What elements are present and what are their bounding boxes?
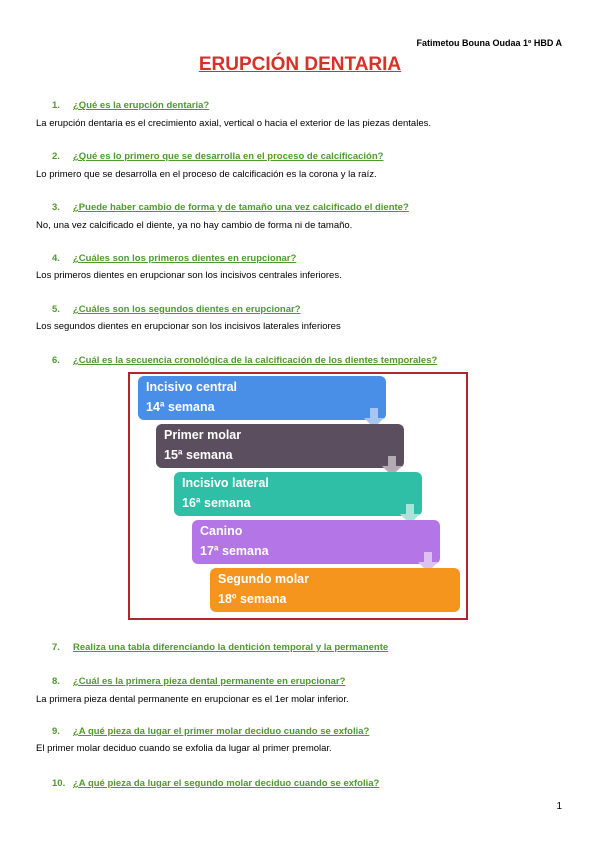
question-text: ¿Qué es la erupción dentaria?	[73, 100, 210, 111]
step-incisivo-central	[138, 376, 386, 420]
step-name: Segundo molar	[218, 572, 309, 586]
question-number: 6.	[52, 355, 60, 366]
question-10	[52, 778, 379, 789]
step-canino	[192, 520, 440, 564]
question-number: 2.	[52, 151, 60, 162]
question-number: 7.	[52, 642, 60, 653]
question-4	[52, 253, 296, 264]
question-number: 3.	[52, 202, 60, 213]
question-text: ¿Puede haber cambio de forma y de tamaño una vez calcificado el diente?	[73, 202, 409, 213]
author-name: Fatimetou Bouna Oudaa 1º HBD A	[416, 38, 562, 48]
question-number: 9.	[52, 726, 60, 737]
question-3	[52, 202, 409, 213]
question-number: 1.	[52, 100, 60, 111]
step-name: Incisivo central	[146, 380, 238, 394]
question-text: ¿A qué pieza da lugar el segundo molar deciduo cuando se exfolia?	[73, 778, 380, 789]
step-segundo-molar	[210, 568, 460, 612]
answer-4: Los primeros dientes en erupcionar son los incisivos centrales inferiores.	[36, 270, 342, 281]
step-primer-molar	[156, 424, 404, 468]
question-6	[52, 355, 437, 366]
question-text: ¿Cuál es la secuencia cronológica de la calcificación de los dientes temporales?	[73, 355, 438, 366]
answer-8: La primera pieza dental permanente en erupcionar es el 1er molar inferior.	[36, 694, 349, 705]
question-7	[52, 642, 388, 653]
calcification-sequence-diagram	[128, 372, 468, 620]
page-number: 1	[556, 801, 562, 812]
answer-1: La erupción dentaria es el crecimiento axial, vertical o hacia el exterior de las piezas dentales.	[36, 118, 431, 129]
question-number: 10.	[52, 778, 66, 789]
step-week: 17ª semana	[200, 544, 269, 558]
answer-2: Lo primero que se desarrolla en el proceso de calcificación es la corona y la raíz.	[36, 169, 377, 180]
question-text: ¿Cuáles son los primeros dientes en erupcionar?	[73, 253, 297, 264]
question-8	[52, 676, 345, 687]
question-5	[52, 304, 301, 315]
step-week: 14ª semana	[146, 400, 215, 414]
step-week: 15ª semana	[164, 448, 233, 462]
question-9	[52, 726, 369, 737]
question-1	[52, 100, 209, 111]
question-text: ¿Cuáles son los segundos dientes en erupcionar?	[73, 304, 301, 315]
step-name: Primer molar	[164, 428, 242, 442]
step-week: 18º semana	[218, 592, 287, 606]
question-text: ¿A qué pieza da lugar el primer molar deciduo cuando se exfolia?	[73, 726, 370, 737]
answer-5: Los segundos dientes en erupcionar son los incisivos laterales inferiores	[36, 321, 341, 332]
step-name: Canino	[200, 524, 243, 538]
question-text: Realiza una tabla diferenciando la dentición temporal y la permanente	[73, 642, 389, 653]
answer-9: El primer molar deciduo cuando se exfolia da lugar al primer premolar.	[36, 743, 332, 754]
answer-3: No, una vez calcificado el diente, ya no hay cambio de forma ni de tamaño.	[36, 220, 353, 231]
question-text: ¿Qué es lo primero que se desarrolla en el proceso de calcificación?	[73, 151, 384, 162]
question-number: 4.	[52, 253, 60, 264]
step-name: Incisivo lateral	[182, 476, 269, 490]
question-number: 8.	[52, 676, 60, 687]
page-title: ERUPCIÓN DENTARIA	[198, 54, 402, 75]
step-week: 16ª semana	[182, 496, 251, 510]
question-number: 5.	[52, 304, 60, 315]
step-incisivo-lateral	[174, 472, 422, 516]
question-2	[52, 151, 383, 162]
question-text: ¿Cuál es la primera pieza dental permanente en erupcionar?	[73, 676, 346, 687]
